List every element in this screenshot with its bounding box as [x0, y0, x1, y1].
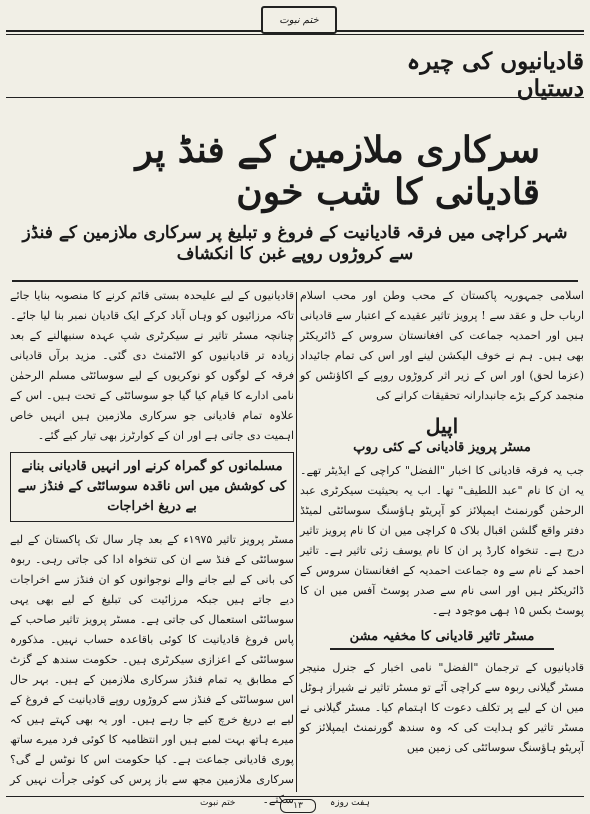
- header-cartouche: ختم نبوت: [261, 6, 337, 34]
- footer-left-text: ختم نبوت: [200, 798, 236, 808]
- paragraph: مسٹر پرویز تاثیر ۱۹۷۵ء کے بعد چار سال تک پاکستان کے لیے سوسائٹی کے فنڈ سے ان کی تنخواہ ادا کی جاتی رہی۔ ربوہ کی بانی کے لیے جانے والے نوجوانوں کو ان فنڈز سے اخراجات دیے جاتے ہیں جبکہ مرزائیت کی تبلیغ کے لیے بھی یہی سوسائٹی استعمال کی جاتی ہے۔ مسٹر پرویز تاثیر صاحب کے پاس فروغ قادیانیت کا کوئی باقاعدہ حساب نہیں۔ مذکورہ سوسائٹی کے اعزازی سیکرٹری ہیں۔ حکومت سندھ کے گزٹ کے مطابق یہ تمام فنڈز سرکاری ملازمین کے ہیں۔ بہر حال اس سوسائٹی کے فنڈز سے کروڑوں روپے قادیانیت کے فروغ کے لیے بے دریغ خرچ کیے جا رہے ہیں۔ اور یہ بھی کہتے ہیں کہ میرے ہاتھ بہت لمبے ہیں اور انتظامیہ کا کوئی فرد میرے ساتھ پوری قادیانی جماعت ہے۔ کیا حکومت اس کا نوٹس لے گی؟ سرکاری ملازمین مجھ سے باز پرس کی کوئی جرأت نہیں کر سکتے۔: [10, 533, 294, 806]
- header-rule-thin: [6, 34, 584, 35]
- paragraph: قادیانیوں کے لیے علیحدہ بستی قائم کرنے کا منصوبہ بنایا جائے تاکہ مرزائیوں کو وہاں آباد کرکے ایک قادیان نمبر بنا لیا جائے۔ چنانچہ مسٹر تاثیر نے سیکرٹری شپ عہدہ سنبھالنے کے بعد زیادہ تر قادیانیوں کو الاٹمنٹ دی گئی۔ مزید برآں قادیانی فرقہ کے لوگوں کو نوکریوں کے لیے سوسائٹی مسلم الرحمٰن نامی ادارے کا قیام کیا گیا جو سوسائٹی کے تحت ہیں۔ اس کے علاوہ تمام قادیانی جو سرکاری ملازمین ہیں انہیں خاص اہمیت دی جاتی ہے اور ان کے کوارٹرز بھی تیار کیے گئے۔: [10, 289, 294, 442]
- paragraph: جب یہ فرقہ قادیانی کا اخبار "الفضل" کراچی کے ایڈیٹر تھے۔ یہ ان کا نام "عبد اللطیف" تھا۔ اب یہ بحیثیت سیکرٹری عبد الرحمٰن گورنمنٹ ایمپلائز کو آپریٹو ہاؤسنگ سوسائٹی لمیٹڈ دفتر واقع گلشن اقبال بلاک ۵ کراچی میں ان کا نام پرویز تاثیر درج ہے۔ تنخواہ کارڈ پر ان کا نام یوسف زئی تاثیر ہے۔ تاثیر احمد کے نام سے وہ جماعت احمدیہ کے افغانستان سروس کے ڈائریکٹر ہیں اور اسی نام سے صدر پوسٹ آفس میں ان کا پوسٹ بکس ۱۵ بھی موجود ہے۔: [300, 464, 584, 617]
- column-left: [10, 286, 294, 814]
- series-title: قادیانیوں کی چیرہ دستیاں: [406, 48, 584, 102]
- paragraph: اسلامی جمہوریہ پاکستان کے محب وطن اور محب اسلام ارباب حل و عقد سے ! پرویز تاثیر عقیدے کے اعتبار سے قادیانی ہیں اور احمدیہ جماعت کی افغانستان سروس کے ڈائریکٹر بھی ہیں۔ ہم نے خوف الیکشن لینے اور اس کی تمام جائیداد (عزما لحق) اور اس کے زیر اثر کروڑوں روپے کے اکاؤنٹس کو منجمد کرکے بڑے جانبدارانہ تحقیقات کرانے کی: [300, 289, 584, 402]
- footer-rule: [6, 796, 584, 797]
- column-divider: [296, 292, 297, 792]
- appeal-title: اپیل: [425, 414, 459, 438]
- series-rule: [6, 97, 584, 98]
- column-right: [300, 286, 584, 762]
- paragraph: قادیانیوں کے ترجمان "الفضل" نامی اخبار کے جنرل منیجر مسٹر گیلانی ربوہ سے کراچی آئے تو مسٹر تاثیر نے شیراز ہوٹل میں ان کے لیے پر تکلف دعوت کا اہتمام کیا۔ مسٹر گیلانی نے مسٹر تاثیر کو ہدایت کی کہ وہ سندھ گورنمنٹ ایمپلائز کو آپریٹو ہاؤسنگ سوسائٹی کی زمین میں: [300, 661, 584, 754]
- header-strip: [6, 6, 584, 36]
- page-number: ۱۳: [280, 799, 316, 813]
- subheadline: شہر کراچی میں فرقہ قادیانیت کے فروغ و تبلیغ پر سرکاری ملازمین کے فنڈز سے کروڑوں روپے غبن کا انکشاف: [22, 223, 568, 264]
- headline: سرکاری ملازمین کے فنڈ پر قادیانی کا شب خون: [135, 129, 540, 213]
- footer-right-text: ہفت روزہ: [330, 798, 370, 808]
- boxed-heading: مسلمانوں کو گمراہ کرنے اور انہیں قادیانی بنانے کی کوشش میں اس ناقدہ سوسائٹی کے فنڈز سے بے دریغ اخراجات: [10, 452, 294, 522]
- section-heading: مسٹر تاثیر قادیانی کا مخفیہ مشن: [330, 629, 554, 650]
- subhead-rule: [12, 280, 578, 282]
- appeal-subheading: مسٹر پرویز قادیانی کے کئی روپ: [353, 440, 531, 455]
